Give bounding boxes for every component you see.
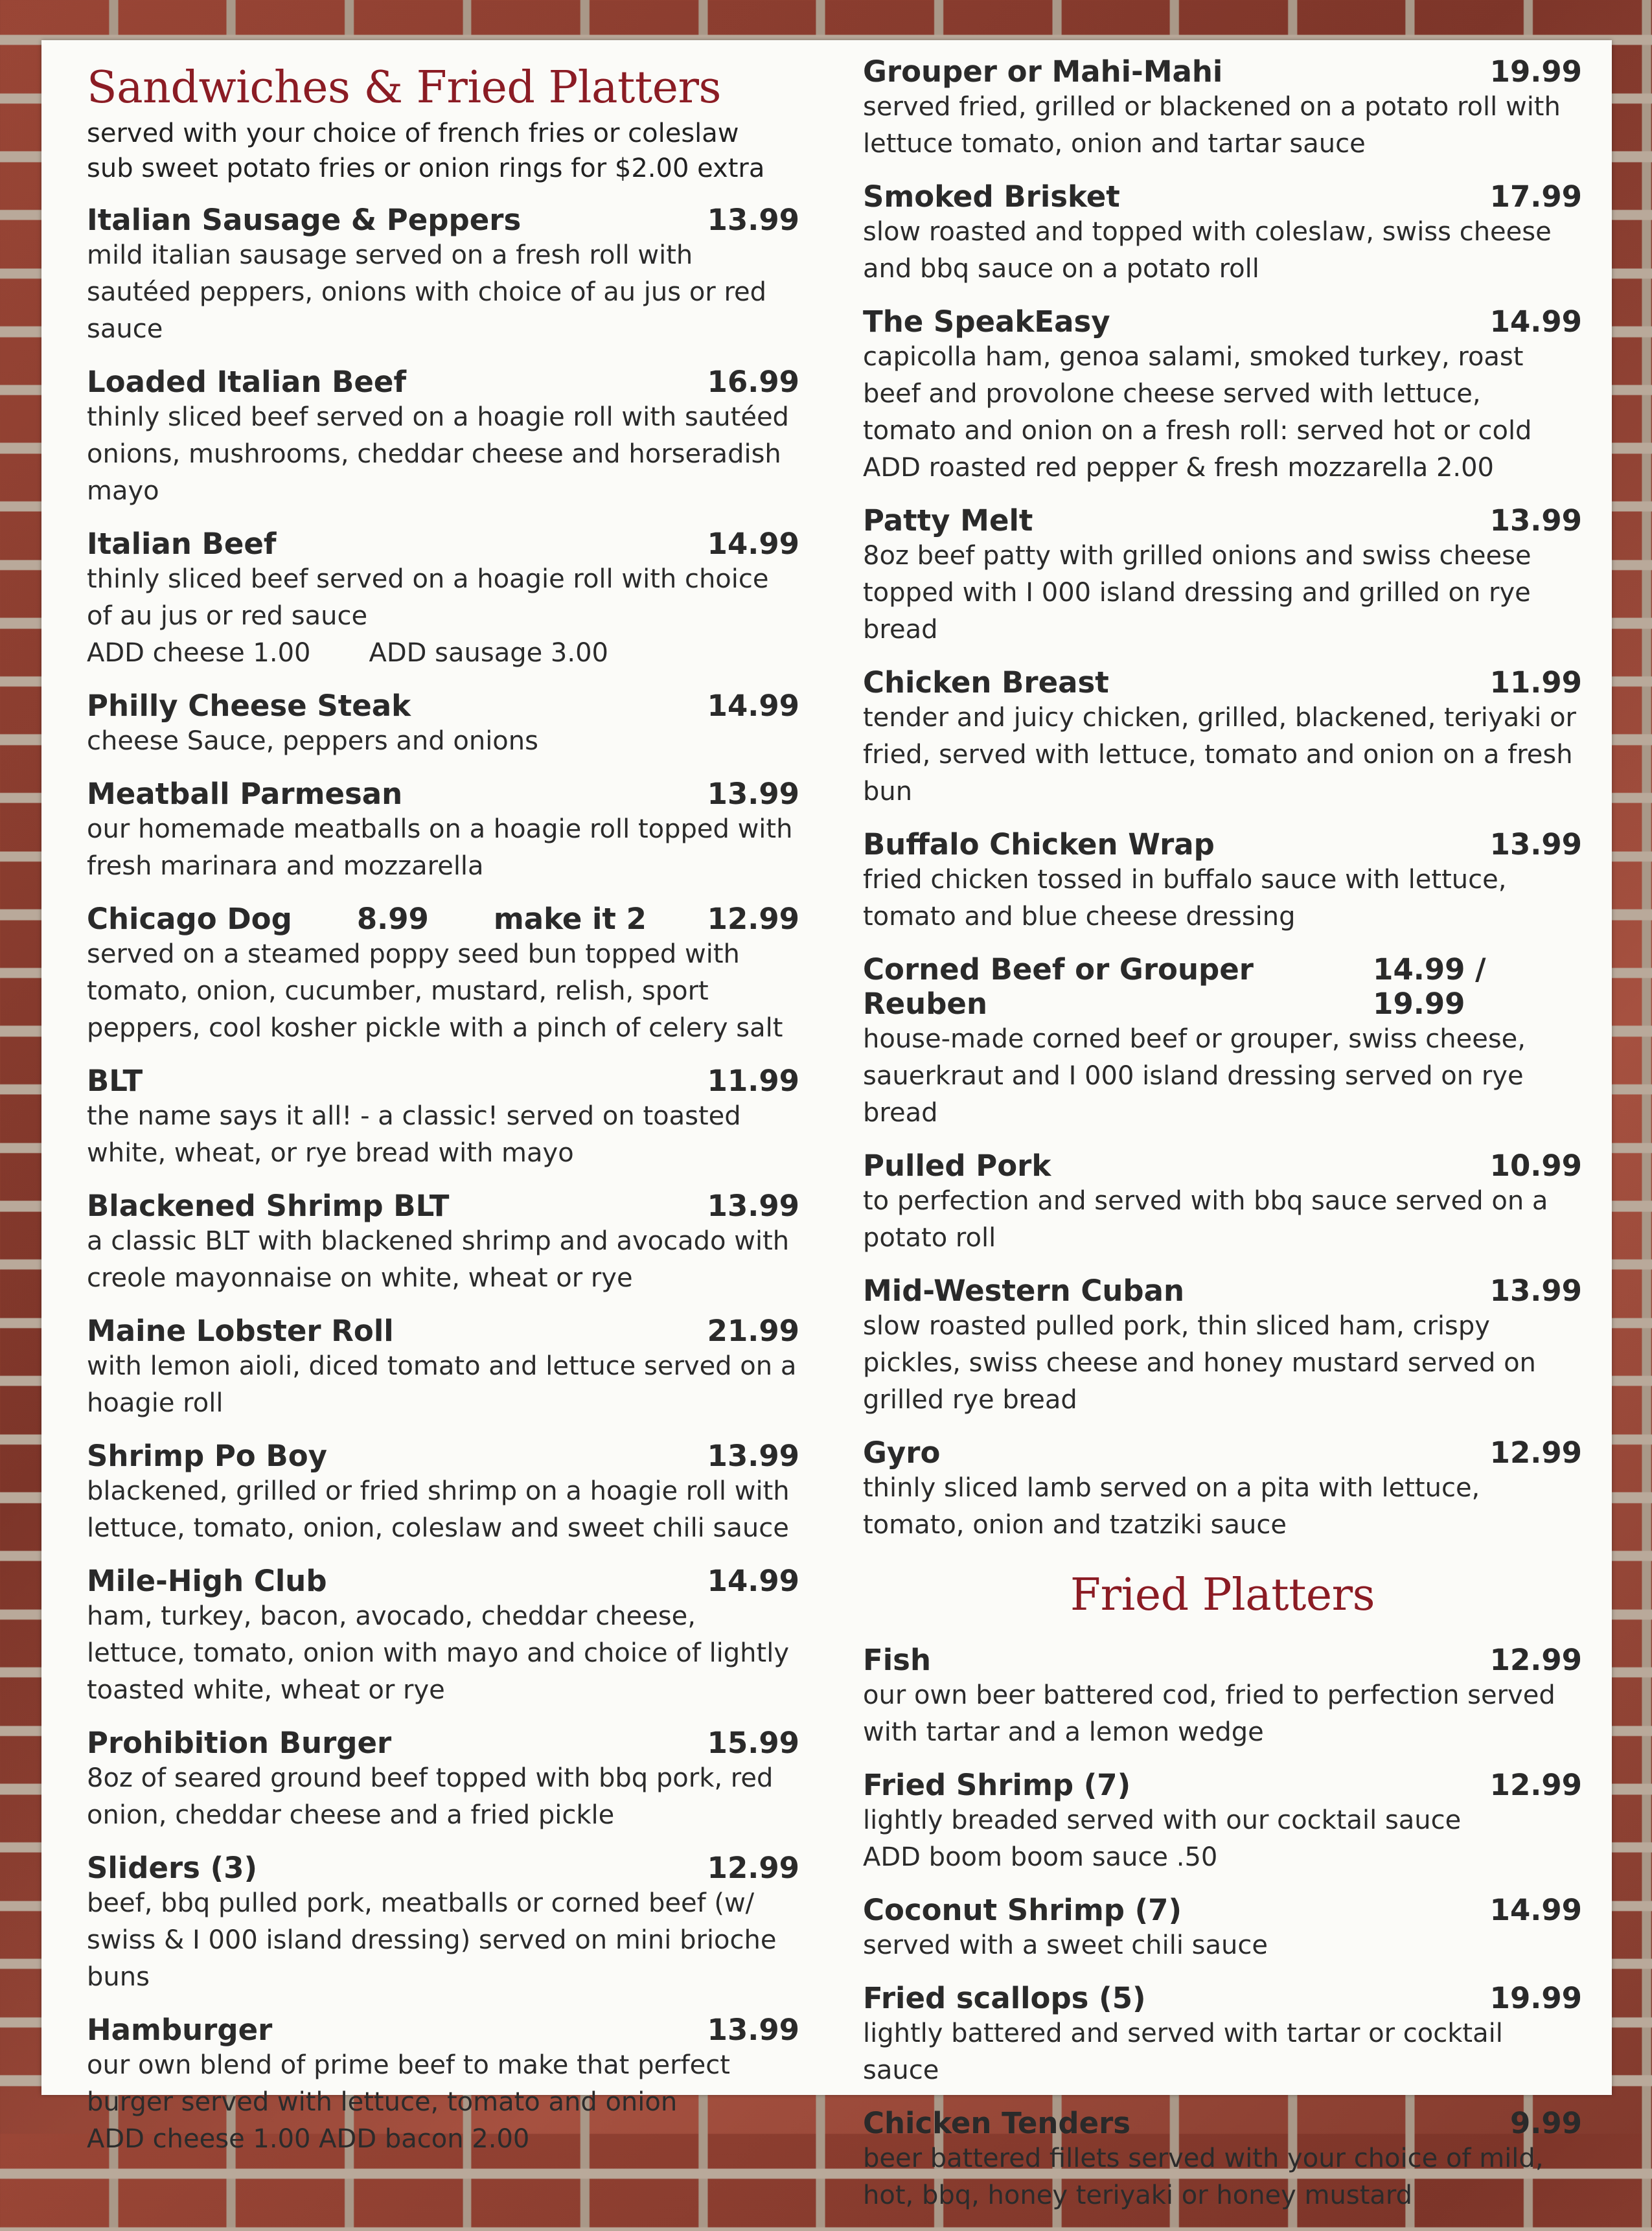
left-column [87, 62, 799, 2175]
menu-item [863, 1149, 1582, 1257]
item-price: 13.99 [1489, 1274, 1582, 1308]
menu-item [863, 827, 1582, 935]
menu-item [87, 1189, 799, 1297]
item-option-name: make it 2 [493, 902, 647, 936]
item-price: 13.99 [707, 1189, 799, 1223]
platter-item [863, 1981, 1582, 2089]
item-name: Buffalo Chicken Wrap [863, 827, 1215, 862]
item-price: 11.99 [1489, 665, 1582, 700]
right-column [863, 54, 1582, 2231]
menu-item [87, 1726, 799, 1834]
item-name: Maine Lobster Roll [87, 1314, 394, 1348]
menu-item [87, 1564, 799, 1709]
item-description: tender and juicy chicken, grilled, blackened, teriyaki or fried, served with lettuce, tomato and onion on a fresh bun [863, 703, 1576, 807]
menu-item [863, 952, 1582, 1132]
item-price: 14.99 [707, 1564, 799, 1598]
item-name: BLT [87, 1064, 143, 1098]
item-name: Corned Beef or Grouper Reuben [863, 952, 1254, 1021]
item-description: ham, turkey, bacon, avocado, cheddar cheese, lettuce, tomato, onion with mayo and choice of lightly toasted white, wheat or rye [87, 1601, 790, 1705]
item-description: thinly sliced lamb served on a pita with lettuce, tomato, onion and tzatziki sauce [863, 1473, 1480, 1540]
item-name: Fish [863, 1643, 931, 1677]
item-option-price: 12.99 [707, 902, 799, 936]
platter-item [863, 1893, 1582, 1964]
item-name: Hamburger [87, 2013, 273, 2047]
addon-sausage: ADD sausage 3.00 [369, 638, 608, 668]
item-name: Meatball Parmesan [87, 777, 403, 811]
item-description: house-made corned beef or grouper, swiss cheese, sauerkraut and I 000 island dressing served on rye bread [863, 1024, 1526, 1128]
item-name: The SpeakEasy [863, 304, 1110, 339]
item-description: the name says it all! - a classic! served on toasted white, wheat, or rye bread with mayo [87, 1101, 741, 1168]
menu-item [863, 665, 1582, 810]
item-price: 10.99 [1489, 1149, 1582, 1183]
menu-item [87, 1064, 799, 1172]
item-price: 12.99 [1489, 1643, 1582, 1677]
item-description: 8oz of seared ground beef topped with bbq pork, red onion, cheddar cheese and a fried pickle [87, 1763, 774, 1830]
item-name: Gyro [863, 1436, 941, 1470]
item-name: Fried scallops (5) [863, 1981, 1146, 2015]
item-addons: ADD roasted red pepper & fresh mozzarella 2.00 [863, 453, 1495, 483]
item-price: 13.99 [707, 203, 799, 237]
menu-item [863, 1436, 1582, 1544]
item-price: 14.99 [707, 689, 799, 723]
menu-item [87, 1439, 799, 1547]
item-price: 12.99 [1489, 1768, 1582, 1802]
item-price: 16.99 [707, 365, 799, 399]
menu-item [87, 2013, 799, 2158]
item-description: mild italian sausage served on a fresh roll with sautéed peppers, onions with choice of au jus or red sauce [87, 240, 767, 344]
item-name: Loaded Italian Beef [87, 365, 407, 399]
item-description: lightly breaded served with our cocktail sauce [863, 1805, 1462, 1835]
item-description: a classic BLT with blackened shrimp and avocado with creole mayonnaise on white, wheat or rye [87, 1226, 790, 1293]
item-price: 13.99 [1489, 827, 1582, 862]
item-name: Grouper or Mahi-Mahi [863, 54, 1223, 89]
item-price: 21.99 [707, 1314, 799, 1348]
item-name: Mile-High Club [87, 1564, 327, 1598]
item-name: Pulled Pork [863, 1149, 1051, 1183]
item-name-group [87, 902, 647, 936]
menu-item [863, 304, 1582, 486]
item-price: 14.99 / 19.99 [1373, 952, 1486, 1021]
item-price: 12.99 [1489, 1436, 1582, 1470]
item-addons: ADD boom boom sauce .50 [863, 1842, 1218, 1872]
item-price: 13.99 [707, 1439, 799, 1473]
item-addons: ADD cheese 1.00 ADD bacon 2.00 [87, 2124, 530, 2154]
item-price: 15.99 [707, 1726, 799, 1760]
left-menu-list [87, 203, 799, 2158]
item-description: thinly sliced beef served on a hoagie roll with choice of au jus or red sauce [87, 564, 769, 631]
item-name: Chicken Tenders [863, 2106, 1131, 2140]
item-name: Coconut Shrimp (7) [863, 1893, 1182, 1927]
item-description: beef, bbq pulled pork, meatballs or corned beef (w/ swiss & I 000 island dressing) served on mini brioche buns [87, 1888, 777, 1992]
item-name: Patty Melt [863, 503, 1033, 538]
menu-item [863, 503, 1582, 648]
item-price: 19.99 [1489, 1981, 1582, 2015]
platter-item [863, 2106, 1582, 2214]
menu-item [863, 179, 1582, 288]
item-description: to perfection and served with bbq sauce served on a potato roll [863, 1186, 1548, 1253]
menu-item [87, 902, 799, 1047]
menu-item [87, 777, 799, 885]
item-name: Sliders (3) [87, 1851, 258, 1885]
item-price: 13.99 [707, 2013, 799, 2047]
section-subtitle-2: sub sweet potato fries or onion rings for $2.00 extra [87, 154, 765, 183]
item-description: thinly sliced beef served on a hoagie roll with sautéed onions, mushrooms, cheddar cheese and horseradish mayo [87, 402, 789, 506]
menu-item [87, 1314, 799, 1422]
menu-item [863, 54, 1582, 163]
menu-item [87, 365, 799, 510]
item-price: 13.99 [707, 777, 799, 811]
item-price: 14.99 [707, 527, 799, 561]
item-description: our homemade meatballs on a hoagie roll topped with fresh marinara and mozzarella [87, 814, 793, 881]
item-description: slow roasted pulled pork, thin sliced ham, crispy pickles, swiss cheese and honey mustard served on grilled rye bread [863, 1311, 1536, 1415]
item-name: Fried Shrimp (7) [863, 1768, 1131, 1802]
fried-platters-title: Fried Platters [1070, 1570, 1375, 1621]
item-price: 14.99 [1489, 1893, 1582, 1927]
item-price: 9.99 [1509, 2106, 1582, 2140]
item-description: slow roasted and topped with coleslaw, swiss cheese and bbq sauce on a potato roll [863, 217, 1552, 284]
item-price: 12.99 [707, 1851, 799, 1885]
item-description: fried chicken tossed in buffalo sauce with lettuce, tomato and blue cheese dressing [863, 865, 1507, 932]
item-description: served fried, grilled or blackened on a potato roll with lettuce tomato, onion and tartar sauce [863, 92, 1561, 159]
menu-item [87, 1851, 799, 1996]
section-subtitle-1: served with your choice of french fries or coleslaw [87, 119, 739, 148]
item-price: 11.99 [707, 1064, 799, 1098]
item-name: Smoked Brisket [863, 179, 1120, 214]
item-name: Italian Sausage & Peppers [87, 203, 522, 237]
item-addons [87, 635, 799, 672]
item-description: with lemon aioli, diced tomato and lettuce served on a hoagie roll [87, 1351, 797, 1418]
item-price: 17.99 [1489, 179, 1582, 214]
item-price: 19.99 [1489, 54, 1582, 89]
menu-item [87, 689, 799, 760]
item-description: our own blend of prime beef to make that perfect burger served with lettuce, tomato and onion [87, 2050, 730, 2117]
item-description: 8oz beef patty with grilled onions and swiss cheese topped with I 000 island dressing and grilled on rye bread [863, 541, 1532, 645]
addon-cheese: ADD cheese 1.00 [87, 638, 311, 668]
section-title: Sandwiches & Fried Platters [87, 62, 721, 113]
item-price: 13.99 [1489, 503, 1582, 538]
menu-page [41, 40, 1612, 2210]
item-name: Chicago Dog [87, 902, 292, 936]
item-description: blackened, grilled or fried shrimp on a hoagie roll with lettuce, tomato, onion, coleslaw and sweet chili sauce [87, 1476, 790, 1543]
item-description: cheese Sauce, peppers and onions [87, 726, 538, 756]
menu-item [87, 203, 799, 348]
menu-item [87, 527, 799, 672]
item-description: capicolla ham, genoa salami, smoked turkey, roast beef and provolone cheese served with lettuce, tomato and onion on a fresh roll: served hot or cold [863, 342, 1532, 446]
item-name: Italian Beef [87, 527, 277, 561]
item-description: lightly battered and served with tartar or cocktail sauce [863, 2019, 1503, 2085]
item-price: 8.99 [356, 902, 429, 936]
item-name: Philly Cheese Steak [87, 689, 411, 723]
item-name: Prohibition Burger [87, 1726, 392, 1760]
item-name: Blackened Shrimp BLT [87, 1189, 450, 1223]
item-name: Chicken Breast [863, 665, 1109, 700]
platter-item [863, 1643, 1582, 1751]
item-description: our own beer battered cod, fried to perfection served with tartar and a lemon wedge [863, 1680, 1555, 1747]
item-description: beer battered fillets served with your choice of mild, hot, bbq, honey teriyaki or honey mustard [863, 2144, 1544, 2210]
item-price: 14.99 [1489, 304, 1582, 339]
item-name: Mid-Western Cuban [863, 1274, 1185, 1308]
platter-item [863, 1768, 1582, 1876]
menu-item [863, 1274, 1582, 1419]
item-description: served with a sweet chili sauce [863, 1930, 1268, 1960]
item-description: served on a steamed poppy seed bun topped with tomato, onion, cucumber, mustard, relish, sport peppers, cool kosher pickle with a pinch of celery salt [87, 939, 783, 1043]
item-name: Shrimp Po Boy [87, 1439, 327, 1473]
